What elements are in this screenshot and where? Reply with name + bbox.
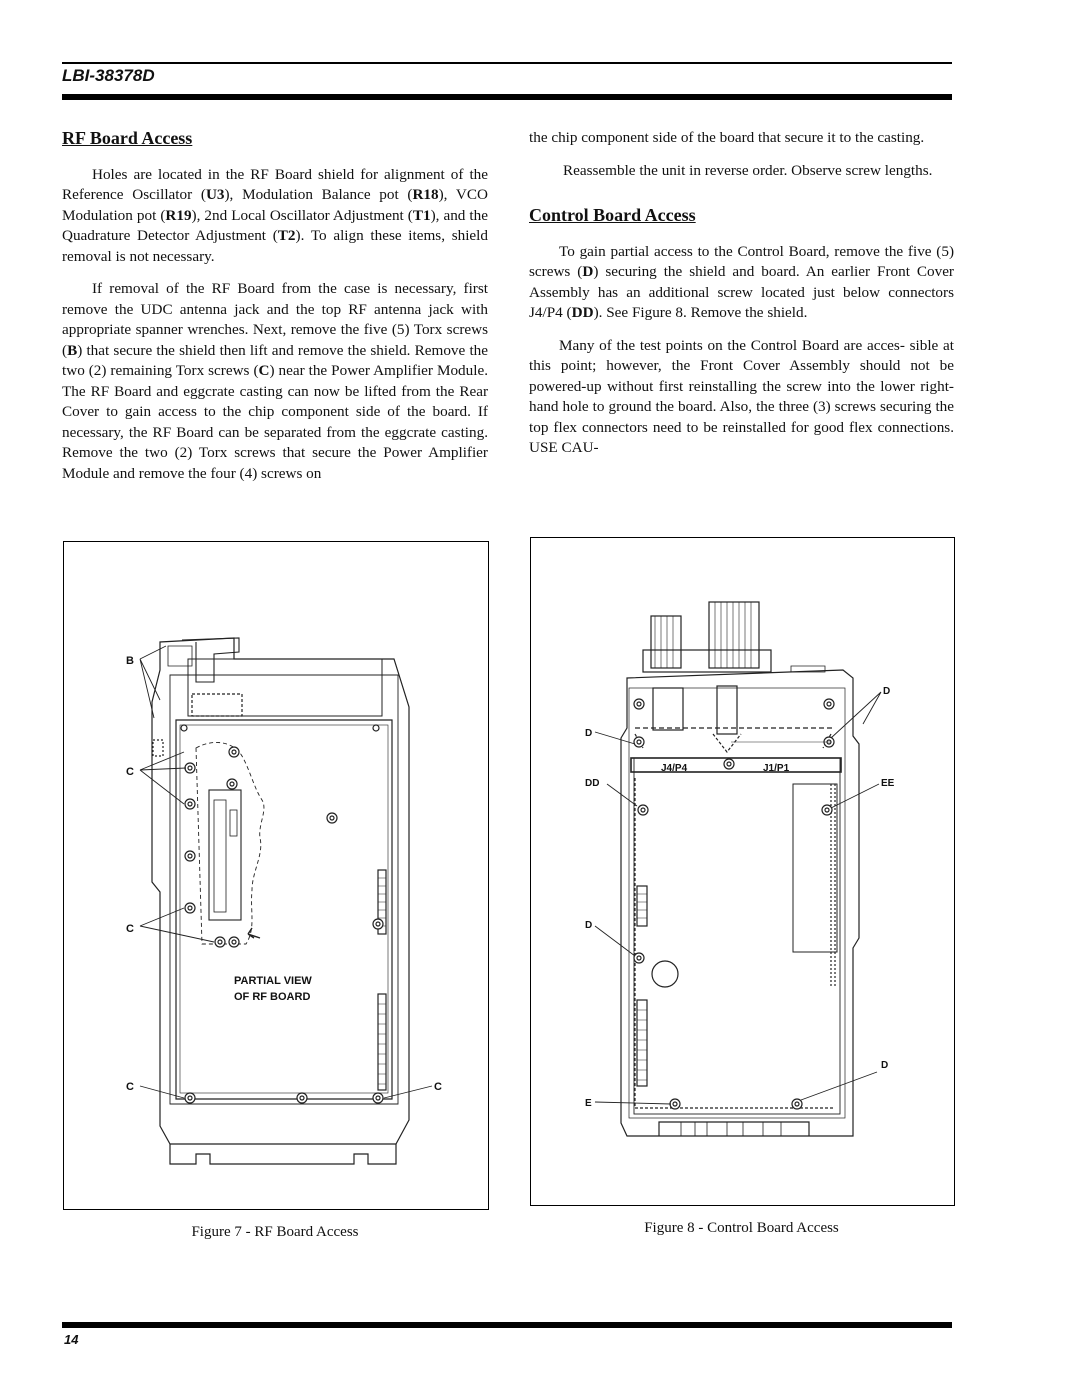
header-rule-thick (62, 94, 952, 100)
rf-paragraph-removal: If removal of the RF Board from the case is necessary, first remove the UDC antenna jack and the top RF antenna jack with appropriate spanner wrenches. Next, remove the five (5) Torx screws (B) that secure the shield then lift and remove the shield. Remove the two (2) remaining Torx screws (C) near the Power Amplifier Module. The RF Board and eggcrate casting can now be lifted from the Rear Cover to gain access to the chip component side of the board. If necessary, the RF Board can be separated from the eggcrate casting. Remove the two (2) Torx screws that secure the Power Amplifier Module and remove the four (4) screws on (62, 280, 488, 482)
control-board-drawing (531, 538, 954, 1205)
fig7-label-c-bottom-left: C (126, 1081, 134, 1093)
fig7-label-b: B (126, 655, 134, 667)
reassemble-paragraph: Reassemble the unit in reverse order. Observe screw lengths. (563, 161, 933, 179)
fig7-partial-view-line1: PARTIAL VIEW (234, 975, 312, 987)
fig8-label-e: E (585, 1098, 592, 1109)
fig8-label-dd: DD (585, 778, 600, 789)
page-number: 14 (64, 1332, 79, 1347)
fig8-label-j1p1: J1/P1 (763, 763, 790, 774)
rf-paragraph-continued: the chip component side of the board that secure it to the casting. (529, 129, 925, 146)
figure-8-caption: Figure 8 - Control Board Access (644, 1220, 839, 1236)
figure-7-caption: Figure 7 - RF Board Access (191, 1224, 359, 1240)
rf-board-drawing (64, 542, 488, 1209)
figure-7-box (63, 541, 489, 1210)
fig8-label-d-top-right: D (883, 686, 891, 697)
control-paragraph-test-points: Many of the test points on the Control Board are acces- sible at this point; however, the Front Cover Assembly should not be powered-up without first reinstalling the screw into the lower right-hand hole to ground the board. Also, the three (3) screws securing the top flex connectors need to be reinstalled for good flex connections. USE CAU- (529, 336, 954, 456)
document-id: LBI-38378D (62, 66, 155, 85)
fig8-label-j4p4: J4/P4 (661, 763, 688, 774)
left-column (62, 128, 488, 496)
fig8-label-ee: EE (881, 778, 895, 789)
fig7-label-c-mid: C (126, 923, 134, 935)
fig8-label-d-bottom: D (881, 1060, 889, 1071)
fig8-label-d-top-left: D (585, 728, 593, 739)
fig8-label-d-middle: D (585, 920, 593, 931)
header-rule-thin (62, 62, 952, 64)
control-board-access-heading: Control Board Access (529, 205, 696, 225)
right-column (529, 128, 954, 471)
fig7-label-c-top: C (126, 766, 134, 778)
figure-8-box (530, 537, 955, 1206)
footer-rule (62, 1322, 952, 1328)
control-paragraph-partial-access: To gain partial access to the Control Board, remove the five (5) screws (D) securing the shield and board. An earlier Front Cover Assembly has an additional screw located just below connectors J4/P4 (DD). See Figure 8. Remove the shield. (529, 242, 954, 321)
fig7-partial-view-line2: OF RF BOARD (234, 991, 311, 1003)
rf-paragraph-alignment: Holes are located in the RF Board shield for alignment of the Reference Oscillator (U3), Modulation Balance pot (R18), VCO Modulation pot (R19), 2nd Local Oscillator Adjustment (T1), and the Quadrature Detector Adjustment (T2). To align these items, shield removal is not necessary. (62, 165, 488, 265)
rf-board-access-heading: RF Board Access (62, 128, 193, 148)
fig7-label-c-bottom-right: C (434, 1081, 442, 1093)
